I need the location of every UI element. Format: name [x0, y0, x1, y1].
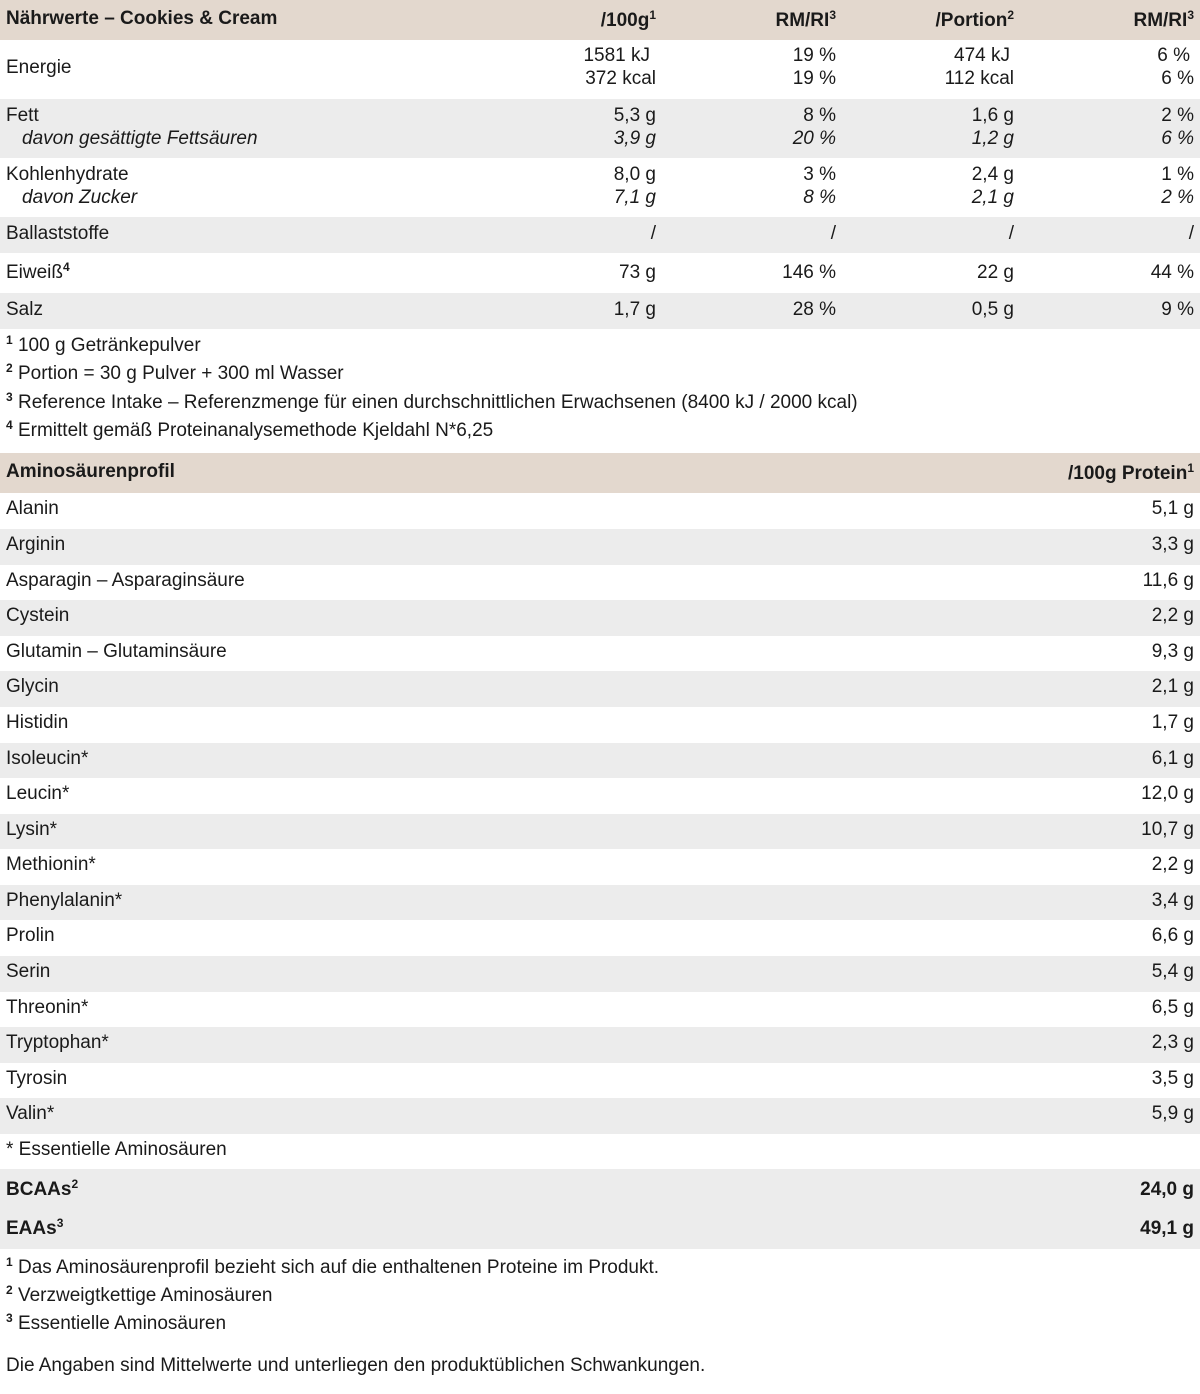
energie-ri-portion-kcal: 6 % [1161, 68, 1194, 89]
amino-name: Glycin [6, 676, 59, 697]
table-row [0, 849, 1200, 885]
zucker-label: davon Zucker [22, 187, 138, 208]
amino-value: 3,3 g [1151, 534, 1194, 555]
amino-value: 5,4 g [1151, 961, 1194, 982]
table-row [0, 920, 1200, 956]
amino-value: 11,6 g [1142, 570, 1194, 591]
table-row [0, 814, 1200, 849]
table-row [0, 600, 1200, 636]
ballast-label: Ballaststoffe [6, 223, 110, 244]
amino-value: 6,5 g [1151, 997, 1194, 1018]
footnote: $^1$ 100 g Getränkepulver [6, 333, 201, 356]
nutrition-header [0, 0, 1200, 40]
row-kohlenhydrate [0, 158, 1200, 217]
table-row [0, 529, 1200, 565]
eaa-label: EAAs$^3$ [6, 1216, 64, 1239]
amino-value: 6,1 g [1151, 748, 1194, 769]
footnote: $^3$ Reference Intake – Referenzmenge für einen durchschnittlichen Erwachsenen (8400 kJ / 2000 kcal) [6, 390, 858, 413]
nutrition-footnotes [0, 329, 1200, 453]
table-row [0, 778, 1200, 814]
table-row [0, 743, 1200, 778]
table-row [0, 1063, 1200, 1098]
amino-name: Histidin [6, 712, 69, 733]
salz-ri-portion: 9 % [1161, 299, 1194, 320]
table-row [0, 493, 1200, 529]
amino-value: 9,3 g [1151, 641, 1194, 662]
amino-name: Asparagin – Asparaginsäure [6, 570, 245, 591]
gesaettigte-ri: 20 % [792, 128, 836, 149]
row-fett [0, 99, 1200, 158]
amino-name: Prolin [6, 925, 55, 946]
energie-ri-portion-kj: 6 % [1157, 45, 1190, 66]
zucker-100g: 7,1 g [613, 187, 656, 208]
disclaimer-row [0, 1345, 1200, 1385]
row-eaas [0, 1209, 1200, 1249]
amino-value: 2,2 g [1151, 605, 1194, 626]
amino-value: 10,7 g [1141, 819, 1194, 840]
amino-table [0, 493, 1200, 1134]
kh-100g: 8,0 g [613, 164, 656, 185]
amino-value: 12,0 g [1141, 783, 1194, 804]
table-row [0, 1027, 1200, 1063]
energie-label: Energie [6, 57, 72, 78]
fett-portion: 1,6 g [971, 105, 1014, 126]
amino-name: Methionin* [6, 854, 96, 875]
amino-name: Tyrosin [6, 1068, 68, 1089]
amino-name: Threonin* [6, 997, 89, 1018]
salz-ri: 28 % [792, 299, 836, 320]
row-bcaas [0, 1169, 1200, 1209]
table-row [0, 885, 1200, 920]
table-row [0, 565, 1200, 600]
fett-ri: 8 % [803, 105, 836, 126]
gesaettigte-label: davon gesättigte Fettsäuren [22, 128, 258, 149]
fett-ri-portion: 2 % [1161, 105, 1194, 126]
kh-ri: 3 % [803, 164, 836, 185]
energie-kj-portion: 474 kJ [954, 45, 1010, 66]
amino-name: Cystein [6, 605, 70, 626]
energie-kcal-100g: 372 kcal [585, 68, 656, 89]
eiweiss-ri: 146 % [782, 262, 836, 283]
amino-value: 2,3 g [1151, 1032, 1194, 1053]
footnote: $^1$ Das Aminosäurenprofil bezieht sich auf die enthaltenen Proteine im Produkt. [6, 1255, 660, 1278]
bcaa-value: 24,0 g [1140, 1179, 1194, 1200]
amino-title: Aminosäurenprofil [6, 461, 175, 482]
ballast-100g: / [650, 223, 656, 244]
amino-value: 5,1 g [1151, 498, 1194, 519]
table-row [0, 1098, 1200, 1134]
zucker-ri: 8 % [803, 187, 836, 208]
zucker-ri-portion: 2 % [1161, 187, 1194, 208]
eiweiss-label: Eiweiß$^4$ [6, 260, 70, 283]
amino-value: 6,6 g [1151, 925, 1194, 946]
amino-header [0, 453, 1200, 493]
ballast-ri-portion: / [1188, 223, 1194, 244]
ballast-ri: / [830, 223, 836, 244]
amino-name: Phenylalanin* [6, 890, 123, 911]
eiweiss-portion: 22 g [977, 262, 1014, 283]
amino-name: Serin [6, 961, 51, 982]
eiweiss-100g: 73 g [619, 262, 656, 283]
table-row [0, 707, 1200, 743]
col-per-portion: /Portion$^2$ [935, 8, 1014, 31]
salz-100g: 1,7 g [613, 299, 656, 320]
kh-label: Kohlenhydrate [6, 164, 129, 185]
nutrition-title: Nährwerte – Cookies & Cream [6, 8, 278, 29]
essential-note-row [0, 1134, 1200, 1169]
amino-name: Glutamin – Glutaminsäure [6, 641, 227, 662]
kh-ri-portion: 1 % [1161, 164, 1194, 185]
table-row [0, 956, 1200, 992]
amino-value: 3,5 g [1151, 1068, 1194, 1089]
amino-name: Leucin* [6, 783, 70, 804]
amino-name: Tryptophan* [6, 1032, 109, 1053]
amino-value: 3,4 g [1151, 890, 1194, 911]
footnote: $^2$ Portion = 30 g Pulver + 300 ml Wasser [6, 361, 344, 384]
bcaa-label: BCAAs$^2$ [6, 1177, 79, 1200]
eaa-value: 49,1 g [1140, 1218, 1194, 1239]
amino-name: Arginin [6, 534, 66, 555]
amino-footnotes [0, 1249, 1200, 1345]
gesaettigte-ri-portion: 6 % [1161, 128, 1194, 149]
disclaimer: Die Angaben sind Mittelwerte und unterliegen den produktüblichen Schwankungen. [6, 1355, 706, 1376]
amino-value: 2,1 g [1151, 676, 1194, 697]
row-ballaststoffe [0, 217, 1200, 253]
footnote: $^3$ Essentielle Aminosäuren [6, 1311, 227, 1334]
row-salz [0, 293, 1200, 329]
gesaettigte-portion: 1,2 g [971, 128, 1014, 149]
fett-100g: 5,3 g [613, 105, 656, 126]
table-row [0, 992, 1200, 1027]
amino-name: Alanin [6, 498, 59, 519]
fett-label: Fett [6, 105, 39, 126]
col-rm-ri-2: $RM/RI^3$ [1133, 8, 1194, 31]
energie-kj-100g: 1581 kJ [583, 45, 650, 66]
zucker-portion: 2,1 g [971, 187, 1014, 208]
row-energie [0, 40, 1200, 99]
salz-label: Salz [6, 299, 43, 320]
salz-portion: 0,5 g [971, 299, 1014, 320]
amino-name: Lysin* [6, 819, 58, 840]
col-per-100g-protein: /100g Protein$^1$ [1067, 461, 1194, 484]
kh-portion: 2,4 g [971, 164, 1014, 185]
table-row [0, 671, 1200, 707]
energie-ri-kj: 19 % [792, 45, 836, 66]
energie-ri-kcal: 19 % [792, 68, 836, 89]
footnote: $^2$ Verzweigtkettige Aminosäuren [6, 1283, 273, 1306]
col-rm-ri-1: $RM/RI^3$ [775, 8, 836, 31]
gesaettigte-100g: 3,9 g [613, 128, 656, 149]
amino-value: 2,2 g [1151, 854, 1194, 875]
amino-value: 5,9 g [1151, 1103, 1194, 1124]
amino-value: 1,7 g [1151, 712, 1194, 733]
col-per-100g: $/100g^1$ [600, 8, 656, 31]
eiweiss-ri-portion: 44 % [1150, 262, 1194, 283]
ballast-portion: / [1008, 223, 1014, 244]
energie-kcal-portion: 112 kcal [944, 68, 1014, 89]
amino-name: Valin* [6, 1103, 55, 1124]
amino-name: Isoleucin* [6, 748, 89, 769]
table-row [0, 636, 1200, 671]
footnote: $^4$ Ermittelt gemäß Proteinanalysemethode Kjeldahl N*6,25 [6, 418, 494, 441]
essential-note: * Essentielle Aminosäuren [6, 1139, 227, 1160]
row-eiweiss [0, 253, 1200, 293]
